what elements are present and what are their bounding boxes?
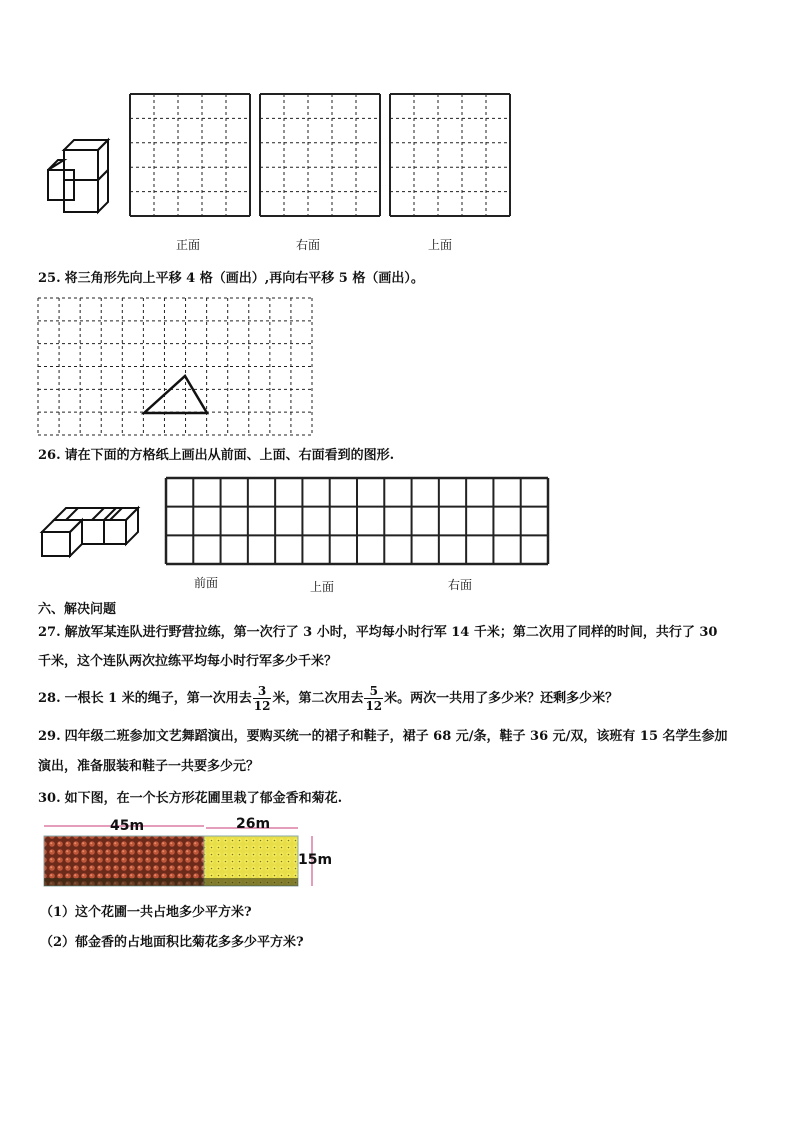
- right-view-grid[interactable]: [260, 94, 380, 216]
- caption-top: 上面: [428, 238, 453, 252]
- question-30: [38, 788, 342, 810]
- question-text: 一根长 1 米的绳子，第一次用去: [64, 691, 252, 706]
- view-drawing-grid[interactable]: [166, 478, 548, 564]
- question-26: [38, 445, 394, 467]
- question-number: 27.: [38, 625, 61, 640]
- question-text: 如下图，在一个长方形花圃里栽了郁金香和菊花.: [64, 791, 343, 806]
- question-27-line2: 千米，这个连队两次拉练平均每小时行军多少千米？: [38, 654, 338, 669]
- cube-row-figure: [40, 498, 146, 558]
- question-text: 米，第二次用去: [272, 691, 364, 706]
- question-30-sub1: （1）这个花圃一共占地多少平方米?: [40, 905, 252, 920]
- question-27: [38, 622, 717, 644]
- caption-top: 上面: [310, 580, 335, 594]
- label-45m: 45m: [110, 818, 145, 834]
- caption-right: 右面: [296, 238, 321, 252]
- fraction-5-12: $\frac{5}{12}$: [365, 684, 383, 713]
- question-29: [38, 726, 728, 748]
- question-text: 米。两次一共用了多少米？还剩多少米？: [384, 691, 619, 706]
- caption-right: 右面: [448, 578, 473, 592]
- section-title: 六、解决问题: [38, 602, 117, 617]
- question-number: 26.: [38, 448, 61, 463]
- question-30-sub2: （2）郁金香的占地面积比菊花多多少平方米?: [40, 935, 304, 950]
- front-view-grid[interactable]: [130, 94, 250, 216]
- fraction-3-12: $\frac{3}{12}$: [253, 684, 271, 713]
- question-number: 30.: [38, 791, 61, 806]
- label-15m: 15m: [298, 852, 333, 868]
- question-text: 解放军某连队进行野营拉练，第一次行了 3 小时，平均每小时行军 14 千米；第二次用了同样的时间，共行了 30: [64, 625, 718, 640]
- question-25: [38, 268, 424, 290]
- cube-stack-figure: [44, 132, 124, 218]
- question-number: 29.: [38, 729, 61, 744]
- label-26m: 26m: [236, 816, 271, 832]
- question-29-line2: 演出，准备服装和鞋子一共要多少元？: [38, 759, 260, 774]
- question-text: 请在下面的方格纸上画出从前面、上面、右面看到的图形.: [64, 448, 395, 463]
- question-number: 28.: [38, 691, 61, 706]
- triangle-shape: [38, 298, 312, 435]
- question-text: 四年级二班参加文艺舞蹈演出，要购买统一的裙子和鞋子，裙子 68 元/条，鞋子 36 元/双，该班有 15 名学生参加: [64, 729, 728, 744]
- question-text: 将三角形先向上平移 4 格（画出）,再向右平移 5 格（画出）。: [64, 271, 424, 286]
- caption-front: 前面: [194, 576, 219, 590]
- question-number: 25.: [38, 271, 61, 286]
- flower-garden-figure: [40, 816, 340, 890]
- top-view-grid[interactable]: [390, 94, 510, 216]
- caption-front: 正面: [176, 238, 201, 252]
- question-28: [38, 684, 618, 714]
